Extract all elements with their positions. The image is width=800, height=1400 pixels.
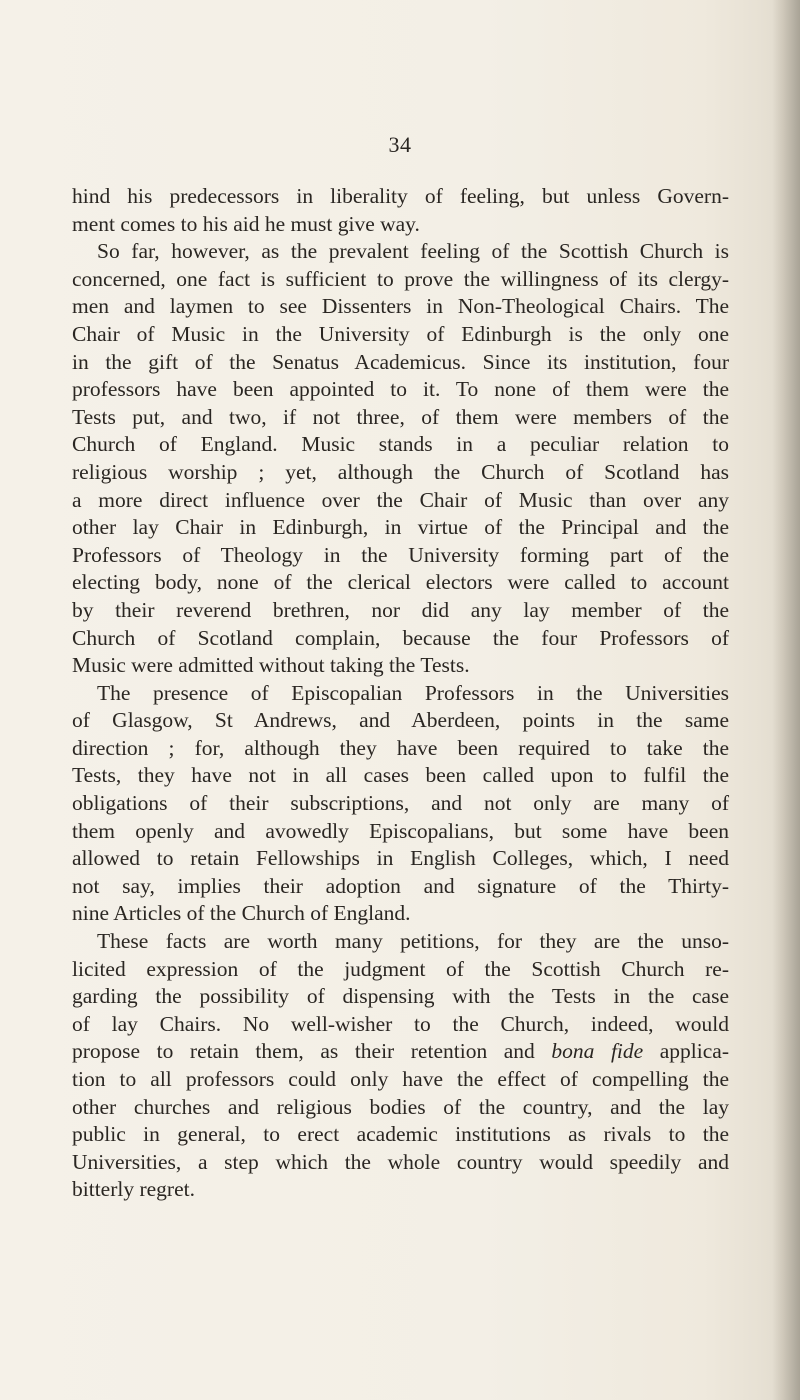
text-line: other lay Chair in Edinburgh, in virtue of the Principal and the — [72, 515, 729, 540]
text-line: These facts are worth many petitions, for they are the unso- — [97, 929, 729, 954]
page-edge-shadow — [772, 0, 800, 1400]
text-line: Universities, a step which the whole country would speedily and — [72, 1149, 729, 1174]
text-line: The presence of Episcopalian Professors in the Universities — [97, 680, 729, 705]
text-line: So far, however, as the prevalent feeling of the Scottish Church is — [97, 239, 729, 264]
text-line: allowed to retain Fellowships in English Colleges, which, I need — [72, 846, 729, 871]
text-line: direction ; for, although they have been required to take the — [72, 735, 729, 760]
text-line: of Glasgow, St Andrews, and Aberdeen, points in the same — [72, 708, 729, 733]
text-line: public in general, to erect academic institutions as rivals to the — [72, 1122, 729, 1147]
text-line: licited expression of the judgment of the Scottish Church re- — [72, 956, 729, 981]
text-line: electing body, none of the clerical electors were called to account — [72, 570, 729, 595]
text-segment: applica- — [659, 1039, 729, 1064]
text-line: Professors of Theology in the University forming part of the — [72, 542, 729, 567]
text-line: them openly and avowedly Episcopalians, but some have been — [72, 818, 729, 843]
text-line: bitterly regret. — [72, 1177, 195, 1202]
text-line: Church of England. Music stands in a peculiar relation to — [72, 432, 729, 457]
text-line: Chair of Music in the University of Edinburgh is the only one — [72, 321, 729, 346]
text-line: hind his predecessors in liberality of feeling, but unless Govern- — [72, 184, 729, 208]
text-line: other churches and religious bodies of the country, and the lay — [72, 1094, 729, 1119]
text-line-with-italic — [72, 1038, 729, 1066]
text-line: a more direct influence over the Chair of Music than over any — [72, 487, 729, 512]
text-line: Tests put, and two, if not three, of them were members of the — [72, 404, 729, 429]
text-segment: propose to retain them, as their retention and — [72, 1039, 535, 1064]
text-line: ment comes to his aid he must give way. — [72, 211, 420, 236]
text-line: Music were admitted without taking the Tests. — [72, 653, 470, 678]
text-line: professors have been appointed to it. To none of them were the — [72, 377, 729, 402]
text-line: Tests, they have not in all cases been called upon to fulfil the — [72, 763, 729, 788]
text-line: religious worship ; yet, although the Church of Scotland has — [72, 459, 729, 484]
text-line: obligations of their subscriptions, and not only are many of — [72, 791, 729, 816]
page-number: 34 — [388, 132, 412, 157]
text-line: nine Articles of the Church of England. — [72, 901, 411, 926]
body-text — [72, 183, 729, 1204]
text-line: garding the possibility of dispensing with the Tests in the case — [72, 984, 729, 1009]
text-line: in the gift of the Senatus Academicus. Since its institution, four — [72, 349, 729, 374]
text-line: of lay Chairs. No well-wisher to the Church, indeed, would — [72, 1011, 729, 1036]
text-line: tion to all professors could only have the effect of compelling the — [72, 1067, 729, 1091]
text-line: men and laymen to see Dissenters in Non-Theological Chairs. The — [72, 294, 729, 319]
text-line: Church of Scotland complain, because the four Professors of — [72, 625, 729, 650]
text-line: by their reverend brethren, nor did any lay member of the — [72, 597, 729, 622]
text-line: not say, implies their adoption and signature of the Thirty- — [72, 873, 729, 898]
italic-phrase: bona fide — [551, 1039, 644, 1064]
text-line: concerned, one fact is sufficient to prove the willingness of its clergy- — [72, 266, 729, 291]
